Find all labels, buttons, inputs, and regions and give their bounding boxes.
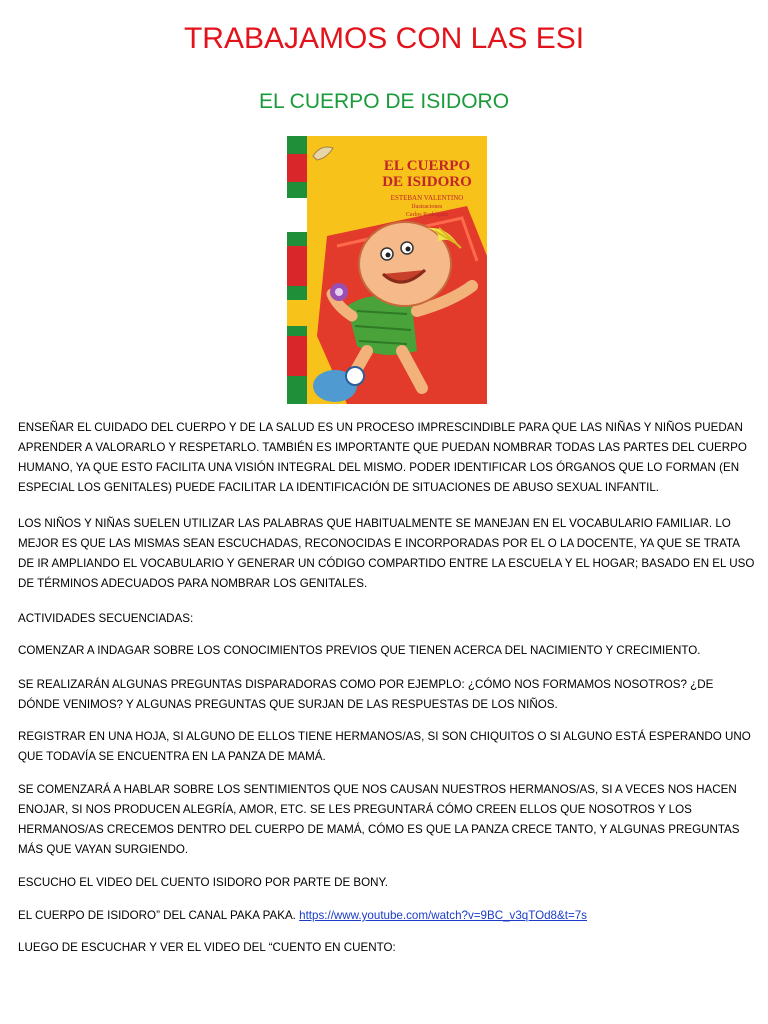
book-cover-author: ESTEBAN VALENTINO — [390, 194, 464, 202]
paragraph-video-link-line — [18, 906, 758, 926]
paragraph-vocabulary: LOS NIÑOS Y NIÑAS SUELEN UTILIZAR LAS PALABRAS QUE HABITUALMENTE SE MANEJAN EN EL VOCABULARIO FAMILIAR. LO MEJOR ES QUE LAS MISMAS SEAN ESCUCHADAS, RECONOCIDAS E INCORPORADAS POR EL O LA DOCENTE, YA QUE SE TRATA DE IR AMPLIANDO EL VOCABULARIO Y GENERAR UN CÓDIGO COMPARTIDO ENTRE LA ESCUELA Y EL HOGAR; BASADO EN EL USO DE TÉRMINOS ADECUADOS PARA NOMBRAR LOS GENITALES. — [18, 517, 755, 590]
book-cover — [287, 136, 487, 404]
paragraph-activity-4: SE COMENZARÁ A HABLAR SOBRE LOS SENTIMIENTOS QUE NOS CAUSAN NUESTROS HERMANOS/AS, SI A VECES NOS HACEN ENOJAR, SI NOS PRODUCEN ALEGRÍA, AMOR, ETC. SE LES PREGUNTARÁ CÓMO CREEN ELLOS QUE NOSOTROS Y LOS HERMANOS/AS CRECEMOS DENTRO DEL CUERPO DE MAMÁ, CÓMO ES QUE LA PANZA CRECE TANTO, Y ALGUNAS PREGUNTAS MÁS QUE VAYAN SURGIENDO. — [18, 783, 740, 856]
paragraph-video-intro: ESCUCHO EL VIDEO DEL CUENTO ISIDORO POR PARTE DE BONY. — [18, 876, 389, 889]
paragraph-activity-3: REGISTRAR EN UNA HOJA, SI ALGUNO DE ELLOS TIENE HERMANOS/AS, SI SON CHIQUITOS O SI ALGUNO ESTÁ ESPERANDO UNO QUE TODAVÍA SE ENCUENTRA EN LA PANZA DE MAMÁ. — [18, 730, 751, 763]
paragraph-activity-1: COMENZAR A INDAGAR SOBRE LOS CONOCIMIENTOS PREVIOS QUE TIENEN ACERCA DEL NACIMIENTO Y CRECIMIENTO. — [18, 644, 701, 657]
book-cover-illustrations-label: Ilustraciones — [411, 204, 443, 210]
book-cover-title: EL CUERPO DE ISIDORO — [382, 158, 472, 190]
page-subtitle: EL CUERPO DE ISIDORO — [258, 90, 510, 113]
youtube-link[interactable]: https://www.youtube.com/watch?v=9BC_v3qTOd8&t=7s — [299, 909, 587, 922]
paragraph-intro: ENSEÑAR EL CUIDADO DEL CUERPO Y DE LA SALUD ES UN PROCESO IMPRESCINDIBLE PARA QUE LAS NIÑAS Y NIÑOS PUEDAN APRENDER A VALORARLO Y RESPETARLO. TAMBIÉN ES IMPORTANTE QUE PUEDAN NOMBRAR TODAS LAS PARTES DEL CUERPO HUMANO, YA QUE ESTO FACILITA UNA VISIÓN INTEGRAL DEL MISMO. PODER IDENTIFICAR LOS ÓRGANOS QUE LO FORMAN (EN ESPECIAL LOS GENITALES) PUEDE FACILITAR LA IDENTIFICACIÓN DE SITUACIONES DE ABUSO SEXUAL INFANTIL. — [18, 421, 747, 494]
paragraph-last-line: LUEGO DE ESCUCHAR Y VER EL VIDEO DEL “CUENTO EN CUENTO: — [18, 941, 396, 954]
video-line-prefix: EL CUERPO DE ISIDORO” DEL CANAL PAKA PAKA. — [18, 909, 300, 922]
book-cover-illustrator: Carlos Rodríguez — [405, 212, 449, 218]
activities-heading: ACTIVIDADES SECUENCIADAS: — [18, 612, 194, 625]
paragraph-activity-2: SE REALIZARÁN ALGUNAS PREGUNTAS DISPARADORAS COMO POR EJEMPLO: ¿CÓMO NOS FORMAMOS NOSOTROS? ¿DE DÓNDE VENIMOS? Y ALGUNAS PREGUNTAS QUE SURJAN DE LAS RESPUESTAS DE LOS NIÑOS. — [18, 678, 714, 711]
page-title: TRABAJAMOS CON LAS ESI — [183, 22, 585, 55]
